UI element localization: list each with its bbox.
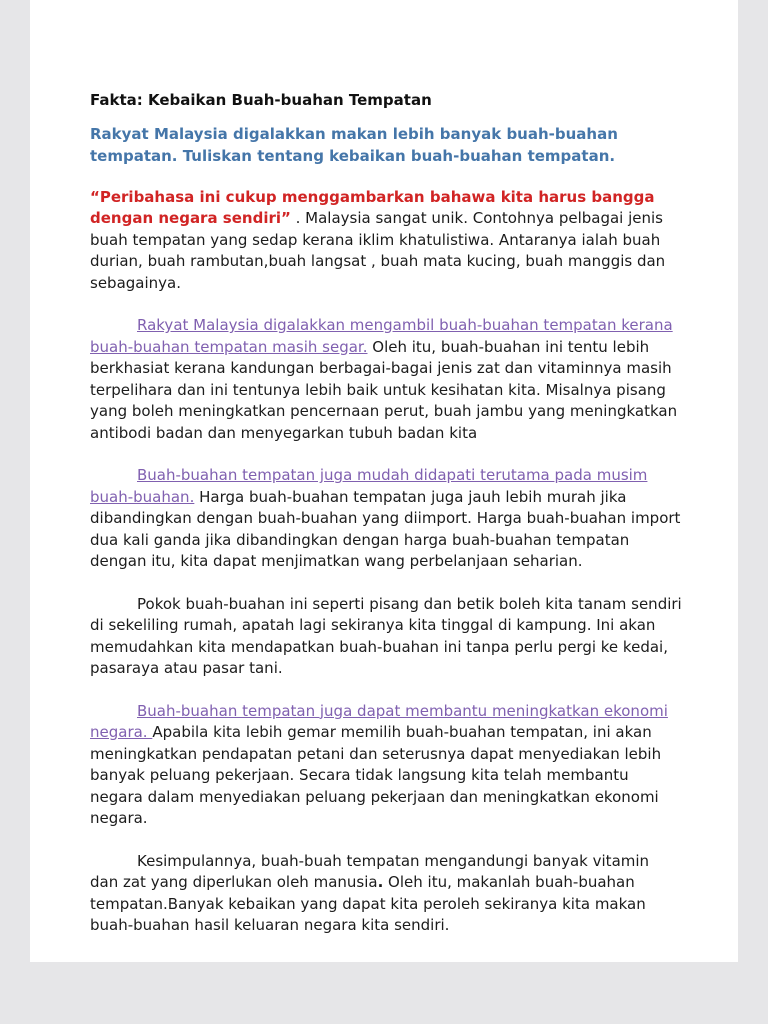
paragraph-availability	[90, 465, 682, 573]
document-title: Fakta: Kebaikan Buah-buahan Tempatan	[90, 91, 432, 109]
topic-sentence-freshness: Rakyat Malaysia digalakkan mengambil buah-buahan tempatan kerana buah-buahan tempatan masih segar.	[90, 316, 673, 356]
paragraph-quote-intro	[90, 187, 682, 295]
paragraph-home-planting	[90, 594, 682, 680]
body-text-home-planting: Pokok buah-buahan ini seperti pisang dan betik boleh kita tanam sendiri di sekeliling rumah, apatah lagi sekiranya kita tinggal di kampung. Ini akan memudahkan kita mendapatkan buah-buahan ini tanpa perlu pergi ke kedai, pasaraya atau pasar tani.	[90, 594, 682, 677]
conclusion-text-start: Kesimpulannya, buah-buah tempatan mengandungi banyak vitamin dan zat yang diperlukan oleh manusia	[90, 851, 650, 891]
conclusion-text-end: Oleh itu, makanlah buah-buahan tempatan.Banyak kebaikan yang dapat kita peroleh sekiranya kita makan buah-buahan hasil keluaran negara kita sendiri.	[90, 873, 646, 934]
paragraph-economy	[90, 701, 682, 830]
document-page	[30, 0, 738, 962]
intro-text: . Malaysia sangat unik. Contohnya pelbagai jenis buah tempatan yang sedap kerana iklim khatulistiwa. Antaranya ialah buah durian, buah rambutan,buah langsat , buah mata kucing, buah manggis dan sebagainya.	[90, 209, 666, 292]
body-text-availability: Harga buah-buahan tempatan juga jauh lebih murah jika dibandingkan dengan buah-buahan yang diimport. Harga buah-buahan import dua kali ganda jika dibandingkan dengan harga buah-buahan tempatan dengan itu, kita dapat menjimatkan wang perbelanjaan seharian.	[90, 487, 681, 570]
quote-text: “Peribahasa ini cukup menggambarkan bahawa kita harus bangga dengan negara sendiri”	[90, 187, 655, 227]
paragraph-freshness	[90, 315, 682, 444]
document-content	[30, 0, 738, 937]
topic-sentence-availability: Buah-buahan tempatan juga mudah didapati terutama pada musim buah-buahan.	[90, 466, 648, 506]
conclusion-bold-period: .	[377, 873, 384, 891]
topic-sentence-economy: Buah-buahan tempatan juga dapat membantu meningkatkan ekonomi negara.	[90, 701, 668, 741]
body-text-freshness: Oleh itu, buah-buahan ini tentu lebih berkhasiat kerana kandungan berbagai-bagai jenis zat dan vitaminnya masih terpelihara dan ini tentunya lebih baik untuk kesihatan kita. Misalnya pisang yang boleh meningkatkan pencernaan perut, buah jambu yang meningkatkan antibodi badan dan menyegarkan tubuh badan kita	[90, 337, 678, 442]
paragraph-conclusion	[90, 851, 682, 937]
document-subtitle: Rakyat Malaysia digalakkan makan lebih banyak buah-buahan tempatan. Tuliskan tentang kebaikan buah-buahan tempatan.	[90, 124, 618, 165]
body-text-economy: Apabila kita lebih gemar memilih buah-buahan tempatan, ini akan meningkatkan pendapatan petani dan seterusnya dapat menyediakan lebih banyak peluang pekerjaan. Secara tidak langsung kita telah membantu negara dalam menyediakan peluang pekerjaan dan meningkatkan ekonomi negara.	[90, 723, 662, 827]
